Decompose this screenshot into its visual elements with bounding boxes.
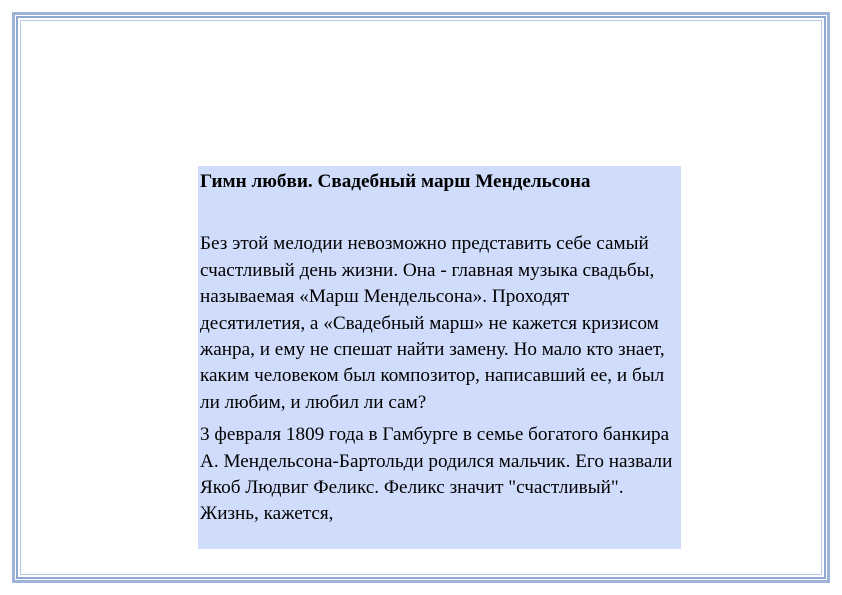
paragraph-biography: 3 февраля 1809 года в Гамбурге в семье богатого банкира А. Мендельсона-Бартольди родился мальчик. Его назвали Якоб Людвиг Феликс. Феликс значит "счастливый". Жизнь, кажется, (200, 424, 673, 525)
slide-title: Гимн любви. Свадебный марш Мендельсона (200, 171, 591, 192)
text-box (198, 166, 681, 549)
paragraph-intro: Без этой мелодии невозможно представить себе самый счастливый день жизни. Она - главная музыка свадьбы, называемая «Марш Мендельсона». Проходят десятилетия, а «Свадебный марш» не кажется кризисом жанра, и ему не спешат найти замену. Но мало кто знает, каким человеком был композитор, написавший ее, и был ли любим, и любил ли сам? (200, 233, 665, 413)
